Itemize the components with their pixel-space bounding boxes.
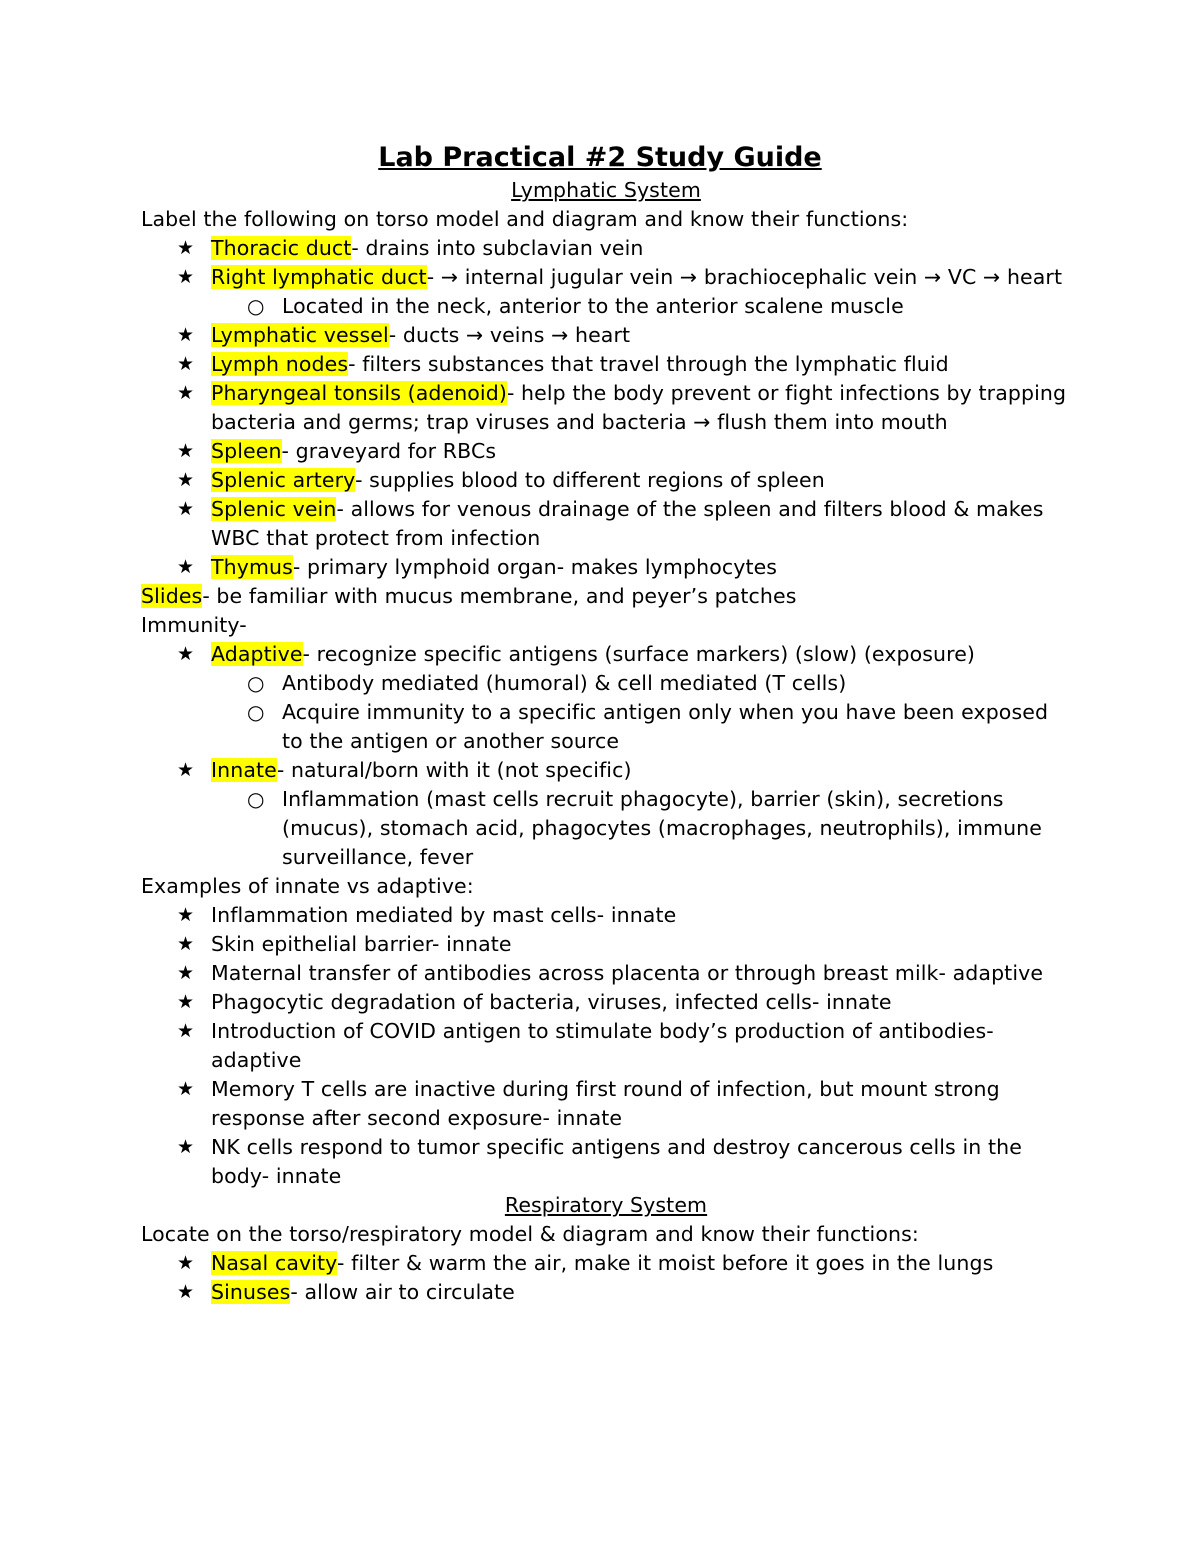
- sub-item-innate-1: ○ Inflammation (mast cells recruit phagocyte), barrier (skin), secretions (mucus), stomach acid, phagocytes (macrophages, neutrophils), immune surveillance, fever: [247, 787, 1042, 869]
- highlighted-term: Pharyngeal tonsils (adenoid): [211, 381, 507, 405]
- circle-bullet-icon: ○: [247, 700, 265, 724]
- list-item-right-lymphatic-duct: [141, 263, 1071, 292]
- star-bullet-icon: ★: [177, 1078, 195, 1100]
- star-bullet-icon: ★: [177, 324, 195, 346]
- star-bullet-icon: ★: [177, 991, 195, 1013]
- term-description: - graveyard for RBCs: [281, 439, 497, 463]
- list-item-nasal-cavity: [141, 1249, 1071, 1278]
- list-item-thymus: [141, 553, 1071, 582]
- example-item: ★ Maternal transfer of antibodies across placenta or through breast milk- adaptive: [141, 959, 1071, 988]
- sub-item-right-lymphatic-location: ○ Located in the neck, anterior to the anterior scalene muscle: [141, 292, 1071, 321]
- list-item-splenic-vein: [141, 495, 1071, 553]
- term-description: - → internal jugular vein → brachiocephalic vein → VC → heart: [426, 265, 1063, 289]
- star-bullet-icon: ★: [177, 556, 195, 578]
- term-description: - allow air to circulate: [290, 1280, 515, 1304]
- example-item: ★ Skin epithelial barrier- innate: [141, 930, 1071, 959]
- term-description: - ducts → veins → heart: [388, 323, 631, 347]
- star-bullet-icon: ★: [177, 440, 195, 462]
- highlighted-term: Innate: [211, 758, 277, 782]
- highlighted-term: Slides: [141, 584, 203, 608]
- section-heading-respiratory: Respiratory System: [504, 1193, 708, 1217]
- highlighted-term: Spleen: [211, 439, 282, 463]
- list-item-splenic-artery: [141, 466, 1071, 495]
- star-bullet-icon: ★: [177, 1020, 195, 1042]
- slides-line: Slides- be familiar with mucus membrane, and peyer’s patches: [141, 584, 797, 608]
- highlighted-term: Nasal cavity: [211, 1251, 338, 1275]
- term-description: - drains into subclavian vein: [351, 236, 644, 260]
- highlighted-term: Thoracic duct: [211, 236, 352, 260]
- circle-bullet-icon: ○: [247, 787, 265, 811]
- example-item: ★ Introduction of COVID antigen to stimulate body’s production of antibodies- adaptive: [177, 1019, 994, 1072]
- document-body: [141, 176, 1071, 1307]
- highlighted-term: Splenic vein: [211, 497, 337, 521]
- highlighted-term: Thymus: [211, 555, 293, 579]
- highlighted-term: Adaptive: [211, 642, 303, 666]
- sub-item-adaptive-1: ○ Antibody mediated (humoral) & cell mediated (T cells): [141, 669, 1071, 698]
- circle-bullet-icon: ○: [247, 294, 265, 318]
- term-description: - primary lymphoid organ- makes lymphocytes: [292, 555, 778, 579]
- star-bullet-icon: ★: [177, 1281, 195, 1303]
- term-description: - filter & warm the air, make it moist before it goes in the lungs: [337, 1251, 994, 1275]
- star-bullet-icon: ★: [177, 933, 195, 955]
- highlighted-term: Sinuses: [211, 1280, 291, 1304]
- list-item-innate: [141, 756, 1071, 785]
- star-bullet-icon: ★: [177, 643, 195, 665]
- lymphatic-intro: Label the following on torso model and diagram and know their functions:: [141, 207, 909, 231]
- list-item-lymphatic-vessel: [141, 321, 1071, 350]
- star-bullet-icon: ★: [177, 1252, 195, 1274]
- highlighted-term: Lymphatic vessel: [211, 323, 389, 347]
- star-bullet-icon: ★: [177, 353, 195, 375]
- highlighted-term: Splenic artery: [211, 468, 356, 492]
- list-item-thoracic-duct: [141, 234, 1071, 263]
- immunity-heading: Immunity-: [141, 613, 247, 637]
- example-item: ★ NK cells respond to tumor specific antigens and destroy cancerous cells in the body- innate: [177, 1135, 1022, 1188]
- list-item-adaptive: [141, 640, 1071, 669]
- term-description: - recognize specific antigens (surface markers) (slow) (exposure): [302, 642, 976, 666]
- list-item-spleen: [141, 437, 1071, 466]
- list-item-pharyngeal-tonsils: [141, 379, 1071, 437]
- star-bullet-icon: ★: [177, 1136, 195, 1158]
- list-item-sinuses: [141, 1278, 1071, 1307]
- sub-item-adaptive-2: ○ Acquire immunity to a specific antigen only when you have been exposed to the antigen or another source: [247, 700, 1049, 753]
- highlighted-term: Right lymphatic duct: [211, 265, 427, 289]
- star-bullet-icon: ★: [177, 498, 195, 520]
- examples-heading: Examples of innate vs adaptive:: [141, 874, 474, 898]
- example-item: ★ Memory T cells are inactive during first round of infection, but mount strong response after second exposure- innate: [177, 1077, 1000, 1130]
- section-heading-lymphatic: Lymphatic System: [511, 178, 701, 202]
- star-bullet-icon: ★: [177, 904, 195, 926]
- highlighted-term: Lymph nodes: [211, 352, 349, 376]
- example-item: ★ Inflammation mediated by mast cells- innate: [141, 901, 1071, 930]
- star-bullet-icon: ★: [177, 469, 195, 491]
- term-description: - supplies blood to different regions of spleen: [355, 468, 825, 492]
- term-description: - filters substances that travel through the lymphatic fluid: [348, 352, 949, 376]
- star-bullet-icon: ★: [177, 759, 195, 781]
- star-bullet-icon: ★: [177, 237, 195, 259]
- circle-bullet-icon: ○: [247, 671, 265, 695]
- star-bullet-icon: ★: [177, 962, 195, 984]
- star-bullet-icon: ★: [177, 266, 195, 288]
- star-bullet-icon: ★: [177, 382, 195, 404]
- page-title: Lab Practical #2 Study Guide: [378, 142, 822, 173]
- term-description: - help the body prevent or fight infections by trapping bacteria and germs; trap viruses and bacteria → flush them into mouth: [211, 381, 1067, 434]
- term-description: - natural/born with it (not specific): [276, 758, 632, 782]
- list-item-lymph-nodes: [141, 350, 1071, 379]
- respiratory-intro: Locate on the torso/respiratory model & diagram and know their functions:: [141, 1222, 919, 1246]
- example-item: ★ Phagocytic degradation of bacteria, viruses, infected cells- innate: [141, 988, 1071, 1017]
- term-description: - allows for venous drainage of the spleen and filters blood & makes WBC that protect from infection: [211, 497, 1044, 550]
